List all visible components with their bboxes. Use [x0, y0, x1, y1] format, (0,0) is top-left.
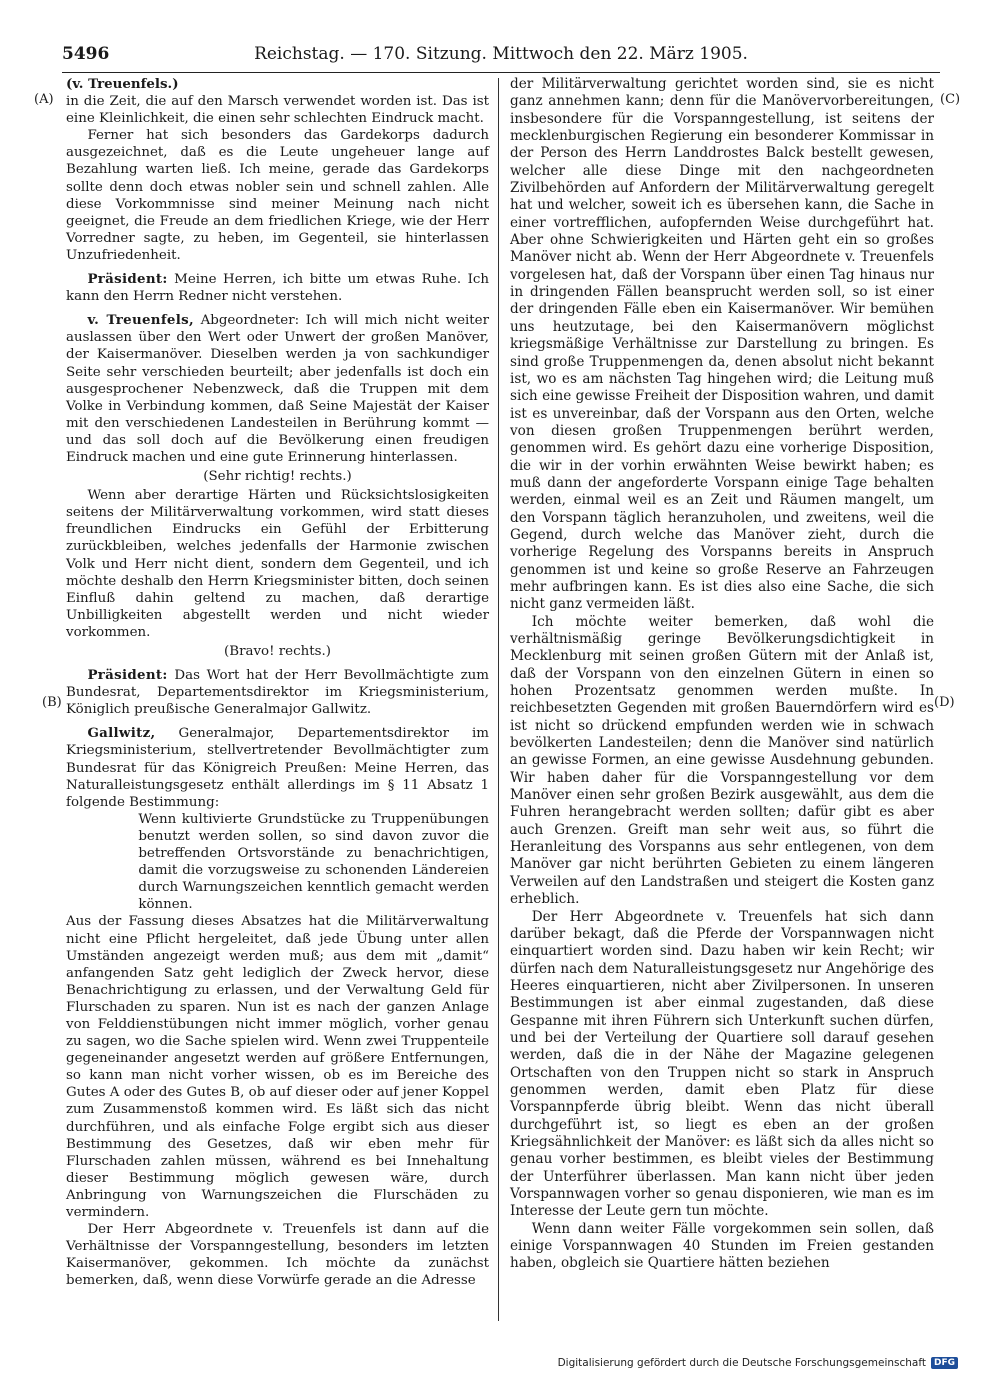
- margin-marker-c: (C): [940, 92, 961, 107]
- paragraph: Aus der Fassung dieses Absatzes hat die Militärverwaltung nicht eine Pflicht hergeleitet, daß jede Übung unter allen Umständen angezeigt werden muß; aus dem mit „damit“ anfangenden Satz geht lediglich der Zweck hervor, diese Benachrichtigung zu erlassen, und der Verwaltung Geld für Flurschaden zu sparen. Nun ist es nach der ganzen Anlage von Felddienstübungen nicht immer möglich, vorher genau zu sagen, wo die Sache spielen wird. Wenn zwei Truppenteile gegeneinander angesetzt werden auf größere Entfernungen, so kann man nicht vorher wissen, ob es im Bereiche des Gutes A oder des Gutes B, ob auf dieser oder auf jener Koppel zum Zusammenstoß kommen wird. Es läßt sich das nicht durchführen, und als einfache Folge ergibt sich aus dieser Bestimmung des Gesetzes, daß wir eben mehr für Flurschaden zahlen müssen, während es bei Innehaltung dieser Bestimmung möglich gewesen wäre, durch Anbringung von Warnungszeichen die Flurschäden zu vermindern.: [66, 914, 489, 1220]
- speech-paragraph: Gallwitz, Generalmajor, Departementsdirektor im Kriegsministerium, stellvertretender Bevollmächtigter zum Bundesrat für das Königreich Preußen: Meine Herren, das Naturalleistungsgesetz enthält allerdings im § 11 Absatz 1 folgende Bestimmung:: [66, 725, 489, 810]
- interjection: (Bravo! rechts.): [224, 644, 331, 659]
- interjection: (Sehr richtig! rechts.): [203, 469, 352, 485]
- continued-speaker: (v. Treuenfels.): [66, 76, 179, 92]
- paragraph: Ferner hat sich besonders das Gardekorps dadurch ausgezeichnet, daß es die Leute ungeheuer lange auf Bezahlung warten ließ. Ich meine, gerade das Gardekorps sollte denn doch etwas nobler sein und schnell zahlen. Alle diese Vorkommnisse sind meiner Meinung nach nicht geeignet, die Freude an dem friedlichen Kriege, wie der Herr Vorredner sagte, zu heben, im Gegenteil, sie hinterlassen Unzufriedenheit.: [66, 128, 489, 263]
- credit-text: Digitalisierung gefördert durch die Deutsche Forschungsgemeinschaft: [557, 1357, 926, 1369]
- paragraph: Der Herr Abgeordnete v. Treuenfels ist dann auf die Verhältnisse der Vorspanngestellung, besonders im letzten Kaisermanöver, gekommen. Ich möchte da zunächst bemerken, daß, wenn diese Vorwürfe gerade an die Adresse: [66, 1222, 489, 1289]
- speaker-name: v. Treuenfels,: [87, 312, 194, 329]
- dfg-logo: DFG: [931, 1357, 958, 1369]
- margin-marker-a: (A): [34, 92, 54, 107]
- speech-paragraph: Präsident: Das Wort hat der Herr Bevollmächtigte zum Bundesrat, Departementsdirektor im Kriegsministerium, Königlich preußische Generalmajor Gallwitz.: [66, 667, 489, 718]
- paragraph: Der Herr Abgeordnete v. Treuenfels hat sich dann darüber bekagt, daß die Pferde der Vorspannwagen nicht einquartiert worden sind. Dazu haben wir kein Recht; wir dürfen nach dem Naturalleistungsgesetz nur Angehörige des Heeres einquartieren, nicht aber Zivilpersonen. In unseren Bestimmungen ist aber einmal zugestanden, daß diese Gespanne mit ihren Führern sich Unterkunft suchen dürfen, und bei der Verteilung der Quartiere soll darauf gesehen werden, daß die in der Nähe der Magazine gelegenen Ortschaften von den Truppen nicht so stark in Anspruch genommen werden, damit eben Platz für diese Vorspannpferde übrig bleibt. Wenn das nicht überall durchgeführt ist, so liegt es eben an der großen Kriegsähnlichkeit der Manöver: es läßt sich da alles nicht so genau vorher bestimmen, es bleibt vieles der Bestimmung der Unterführer überlassen. Man kann nicht über jeden Vorspannwagen vorher so genau disponieren, wie man es im Interesse der Leute gern tun möchte.: [510, 908, 934, 1220]
- left-column: [66, 76, 489, 1289]
- margin-marker-b: (B): [42, 695, 62, 710]
- law-quote: Wenn kultivierte Grundstücke zu Truppenübungen benutzt werden sollen, so sind davon zuvor die betreffenden Ortsvorstände zu benachrichtigen, damit die vorzugsweise zu schonenden Ländereien durch Warnungszeichen kenntlich gemacht werden können.: [138, 811, 489, 913]
- paragraph: Wenn aber derartige Härten und Rücksichtslosigkeiten seitens der Militärverwaltung vorkommen, wird statt dieses freundlichen Eindrucks ein Gefühl der Erbitterung zurückbleiben, welches jedenfalls der Harmonie zwischen Volk und Herr nicht dient, sondern dem Gegenteil, und ich möchte deshalb den Herrn Kriegsminister bitten, doch seinen Einfluß dahin geltend zu machen, daß derartige Unbilligkeiten abgestellt werden und nicht wieder vorkommen.: [66, 488, 489, 640]
- digitization-credit: [558, 1357, 958, 1369]
- speaker-name: Präsident:: [87, 667, 168, 684]
- speaker-name: Präsident:: [87, 271, 168, 288]
- paragraph: Ich möchte weiter bemerken, daß wohl die verhältnismäßig geringe Bevölkerungsdichtigkeit in Mecklenburg mit seinen großen Gütern mit der Anlaß ist, daß der Vorspann von den einzelnen Gütern in einen so hohen Prozentsatz genommen werden mußte. In reichbesetzten Gegenden mit großen Bauerndörfern wird es ist nicht so drückend empfunden werden wie in schwach bevölkerten Landesteilen; denn die Manöver sind natürlich an gewisse Formen, an eine gewisse Ausdehnung gebunden. Wir haben daher für die Vorspanngestellung vor dem Manöver einen sehr großen Bezirk ausgewählt, aus dem die Fuhren herangebracht werden sollten; dafür gibt es aber auch Grenzen. Greift man sehr weit aus, so führt die Heranleitung des Vorspanns aus sehr entlegenen, von dem Manöver gar nicht berührten Gebieten zu einem längeren Verweilen auf den Landstraßen und steigert die Kosten ganz erheblich.: [510, 613, 934, 908]
- speech-paragraph: v. Treuenfels, Abgeordneter: Ich will mich nicht weiter auslassen über den Wert oder Unwert der großen Manöver, der Kaisermanöver. Dieselben werden ja von sachkundiger Seite sehr verschieden beurteilt; aber jedenfalls ist doch ein ausgesprochener Nebenzweck, daß die Truppen mit dem Volke in Verbindung kommen, daß Seine Majestät der Kaiser mit den verschiedenen Landesteilen in Berührung kommt — und das soll doch auf die Bevölkerung einen freudigen Eindruck machen und eine gute Erinnerung hinterlassen.: [66, 312, 489, 465]
- page-number: 5496: [62, 44, 110, 64]
- paragraph: Wenn dann weiter Fälle vorgekommen sein sollen, daß einige Vorspannwagen 40 Stunden im Freien gestanden haben, obgleich sie Quartiere hätten beziehen: [510, 1220, 934, 1272]
- margin-marker-d: (D): [934, 695, 955, 710]
- speaker-name: Gallwitz,: [87, 725, 156, 742]
- right-column: [510, 76, 934, 1273]
- page-header: [62, 44, 940, 70]
- speech-paragraph: Präsident: Meine Herren, ich bitte um etwas Ruhe. Ich kann den Herrn Redner nicht verstehen.: [66, 271, 489, 305]
- page-title: Reichstag. — 170. Sitzung. Mittwoch den 22. März 1905.: [254, 44, 748, 64]
- header-rule: [62, 72, 940, 73]
- paragraph: der Militärverwaltung gerichtet worden sind, sie es nicht ganz annehmen kann; denn für die Manövervorbereitungen, insbesondere für die Vorspanngestellung, ist seitens der mecklenburgischen Regierung ein besonderer Kommissar in der Person des Herrn Landdrostes Balck bestellt gewesen, welcher alle diese Dinge mit den nachgeordneten Zivilbehörden auf Anfordern der Militärverwaltung geregelt hat und welcher, soweit ich es übersehen kann, die Sache in einer vortrefflichen, aufopfernden Weise durchgeführt hat. Aber ohne Schwierigkeiten und Härten geht ein so großes Manöver nicht ab. Wenn der Herr Abgeordnete v. Treuenfels vorgelesen hat, daß der Vorspann über einen Tag hinaus nur in dringenden Fällen beansprucht werden soll, so ist einer der dringenden Fälle eben ein Kaisermanöver. Wir bemühen uns heutzutage, bei den Kaisermanövern möglichst kriegsmäßige Verhältnisse zur Darstellung zu bringen. Es sind große Truppenmengen da, denen absolut nicht bekannt ist, wo es am nächsten Tag hingehen wird; die Leitung muß sich eine gewisse Freiheit der Disposition wahren, und damit ist es unvereinbar, daß der Vorspann aus den Orten, welche von diesen großen Truppenmengen berührt werden, genommen wird. Es gehört dazu eine vorherige Disposition, die wir in der vorhin erwähnten Weise bewirkt haben; es muß dann der angeforderte Vorspann einige Tage behalten werden, einmal weil es an Zeit und Räumen mangelt, um den Vorspann täglich heranzuholen, und zweitens, weil die Gegend, durch welche das Manöver zieht, durch die vorherige Regelung des Vorspanns bereits in Anspruch genommen ist und keine so große Reserve an Fahrzeugen mehr aufbringen kann. Es ist dies also eine Sache, die sich nicht ganz vermeiden läßt.: [510, 76, 934, 613]
- column-divider: [498, 78, 499, 1321]
- paragraph: in die Zeit, die auf den Marsch verwendet worden ist. Das ist eine Kleinlichkeit, die einen sehr schlechten Eindruck macht.: [66, 94, 489, 127]
